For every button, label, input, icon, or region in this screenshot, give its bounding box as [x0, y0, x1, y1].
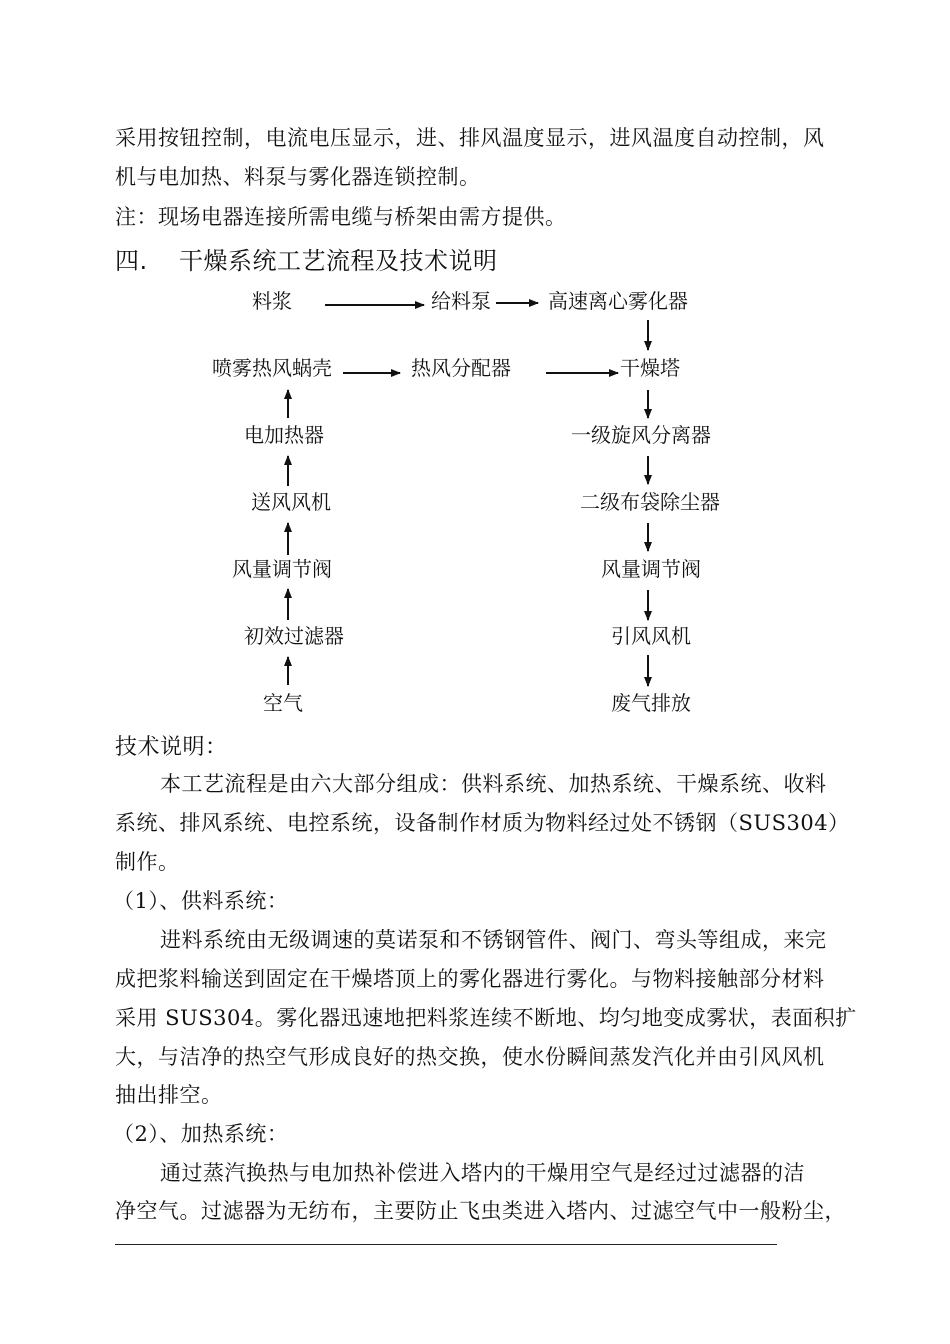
node-bag-filter: 二级布袋除尘器: [580, 490, 720, 514]
node-feed-pump: 给料泵: [431, 289, 491, 313]
tech-paragraph-line: 系统、排风系统、电控系统，设备制作材质为物料经过处不锈钢（SUS304）: [115, 811, 850, 835]
subsection-heading: （1）、供料系统：: [113, 889, 289, 913]
node-air-damper-right: 风量调节阀: [601, 557, 701, 581]
node-drying-tower: 干燥塔: [620, 356, 680, 380]
node-air-damper-left: 风量调节阀: [232, 557, 332, 581]
node-hot-air-volute: 喷雾热风蜗壳: [212, 356, 332, 380]
node-cyclone-separator: 一级旋风分离器: [571, 423, 711, 447]
section-number: 四.: [115, 247, 148, 275]
node-primary-filter: 初效过滤器: [244, 624, 344, 648]
tech-paragraph-line: 净空气。过滤器为无纺布，主要防止飞虫类进入塔内、过滤空气中一般粉尘，: [115, 1199, 846, 1223]
node-atomizer: 高速离心雾化器: [548, 289, 688, 313]
node-electric-heater: 电加热器: [244, 423, 324, 447]
tech-paragraph-line: 进料系统由无级调速的莫诺泵和不锈钢管件、阀门、弯头等组成，来完: [160, 928, 827, 952]
node-air: 空气: [263, 691, 303, 715]
node-hot-air-distributor: 热风分配器: [411, 356, 511, 380]
intro-note: 注：现场电器连接所需电缆与桥架由需方提供。: [115, 205, 567, 229]
node-induced-fan: 引风风机: [611, 624, 691, 648]
tech-paragraph-line: 大，与洁净的热空气形成良好的热交换，使水份瞬间蒸发汽化并由引风风机: [115, 1045, 825, 1069]
footer-rule: [115, 1244, 777, 1245]
node-slurry: 料浆: [252, 289, 292, 313]
intro-line: 采用按钮控制，电流电压显示，进、排风温度显示，进风温度自动控制，风: [115, 126, 825, 150]
subsection-heading: （2）、加热系统：: [113, 1122, 289, 1146]
tech-heading: 技术说明：: [115, 735, 228, 760]
tech-paragraph-line: 制作。: [115, 850, 180, 874]
tech-paragraph-line: 成把浆料输送到固定在干燥塔顶上的雾化器进行雾化。与物料接触部分材料: [115, 967, 825, 991]
intro-line: 机与电加热、料泵与雾化器连锁控制。: [115, 165, 481, 189]
tech-paragraph-line: 采用 SUS304。雾化器迅速地把料浆连续不断地、均匀地变成雾状，表面积扩: [115, 1006, 857, 1030]
tech-paragraph-line: 抽出排空。: [115, 1083, 223, 1107]
node-supply-fan: 送风风机: [251, 490, 331, 514]
tech-paragraph-line: 通过蒸汽换热与电加热补偿进入塔内的干燥用空气是经过过滤器的洁: [160, 1161, 805, 1185]
section-title: 干燥系统工艺流程及技术说明: [179, 247, 498, 275]
node-exhaust: 废气排放: [611, 691, 691, 715]
tech-paragraph-line: 本工艺流程是由六大部分组成：供料系统、加热系统、干燥系统、收料: [160, 772, 827, 796]
